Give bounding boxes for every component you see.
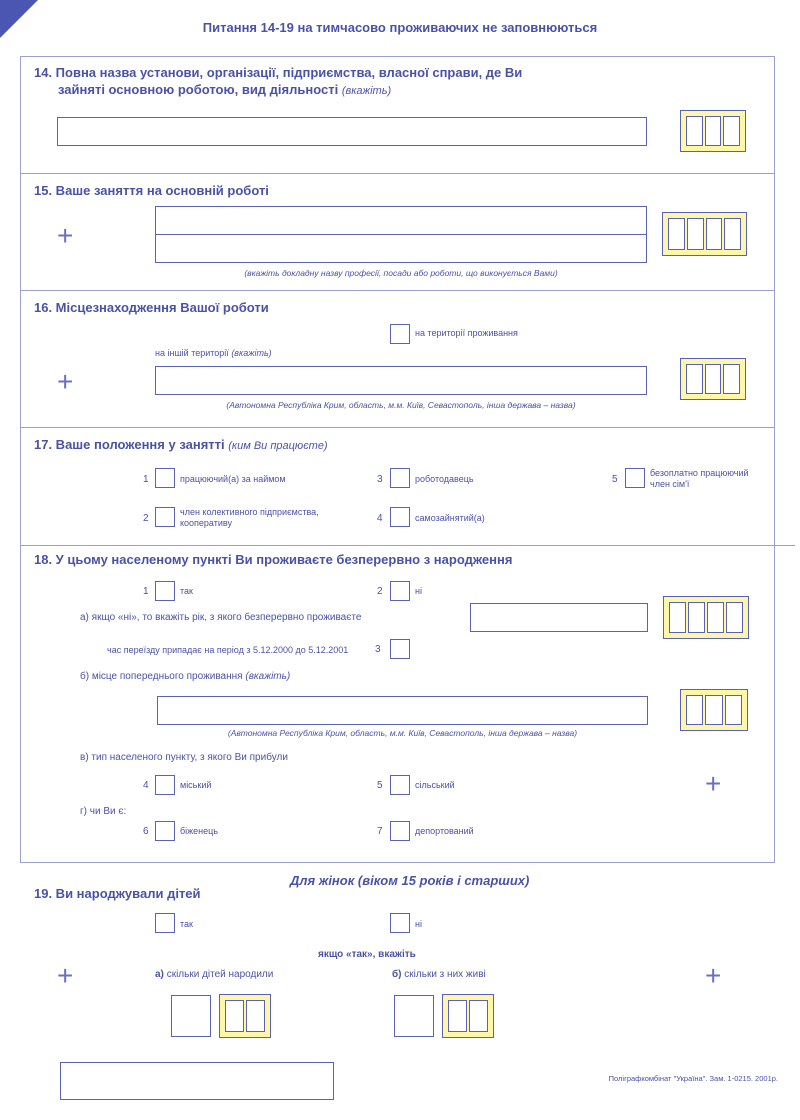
q18g-opt7-number: 7 (377, 826, 383, 837)
q17-opt3-number: 3 (377, 474, 383, 485)
q14-title-line2: зайняті основною роботою, вид діяльності (вкажіть) (58, 82, 392, 97)
q18b-code-boxes[interactable] (680, 689, 748, 731)
q17-title: 17. Ваше положення у занятті (ким Ви працюєте) (34, 437, 328, 452)
registration-cross-icon: + (705, 768, 722, 799)
q19-title: 19. Ви народжували дітей (34, 886, 201, 901)
q19-section-header: Для жінок (віком 15 років і старших) (290, 873, 530, 888)
q19a-label: а) скільки дітей народили (155, 969, 274, 980)
q18v-opt5-label: сільський (415, 780, 455, 790)
q14-input[interactable] (57, 117, 647, 146)
q18-opt2-number: 2 (377, 586, 383, 597)
q16-code-boxes[interactable] (680, 358, 746, 400)
q18g-opt7-label: депортований (415, 826, 474, 836)
form-frame (20, 56, 775, 863)
q18b-label: б) місце попереднього проживання (вкажіть) (80, 671, 291, 682)
registration-cross-icon: + (57, 960, 74, 991)
footer-stamp-box[interactable] (60, 1062, 334, 1100)
q19a-code-boxes[interactable] (219, 994, 271, 1038)
q17-opt1-number: 1 (143, 474, 149, 485)
q18v-opt5-number: 5 (377, 780, 383, 791)
q18-opt2-checkbox[interactable] (390, 581, 410, 601)
page-title: Питання 14-19 на тимчасово проживаючих не заповнюються (202, 20, 598, 35)
q19-yes-label: так (180, 919, 193, 929)
q19b-input[interactable] (394, 995, 434, 1037)
print-info: Поліграфкомбінат "Україна". Зам. 1-0215. 2001р. (608, 1074, 778, 1083)
q18a-sub-label: час переїзду припадає на період з 5.12.2000 до 5.12.2001 (107, 645, 349, 655)
registration-cross-icon: + (57, 220, 74, 251)
q15-title: 15. Ваше заняття на основній роботі (34, 183, 269, 198)
q18b-note: (Автономна Республіка Крим, область, м.м. Київ, Севастополь, інша держава – назва) (227, 728, 578, 738)
q17-opt4-label: самозайнятий(а) (415, 513, 485, 523)
q18v-opt4-label: міський (180, 780, 212, 790)
q16-local-label: на території проживання (415, 328, 518, 338)
q18a-sub-number: 3 (375, 644, 381, 655)
divider (20, 862, 775, 863)
q17-opt3-checkbox[interactable] (390, 468, 410, 488)
q16-title: 16. Місцезнаходження Вашої роботи (34, 300, 269, 315)
q17-opt1-label: працюючий(а) за наймом (180, 474, 286, 484)
q19b-label: б) скільки з них живі (392, 969, 486, 980)
divider (20, 290, 775, 291)
q18-opt1-checkbox[interactable] (155, 581, 175, 601)
q18g-opt6-checkbox[interactable] (155, 821, 175, 841)
registration-cross-icon: + (57, 366, 74, 397)
q14-title-line1: 14. Повна назва установи, організації, підприємства, власної справи, де Ви (34, 65, 523, 80)
q18-opt1-number: 1 (143, 586, 149, 597)
q18a-label: а) якщо «ні», то вкажіть рік, з якого безперервно проживаєте (80, 612, 362, 623)
q18a-year-input[interactable] (470, 603, 648, 632)
q17-opt1-checkbox[interactable] (155, 468, 175, 488)
q18a-code-boxes[interactable] (663, 596, 749, 639)
q18-opt1-label: так (180, 586, 193, 596)
q18v-opt5-checkbox[interactable] (390, 775, 410, 795)
q15-note: (вкажіть докладну назву професії, посади або роботи, що виконується Вами) (244, 268, 558, 278)
q15-input-line1[interactable] (155, 206, 647, 235)
q19a-input[interactable] (171, 995, 211, 1037)
q19-no-checkbox[interactable] (390, 913, 410, 933)
q18-opt2-label: ні (415, 586, 422, 596)
q18g-label: г) чи Ви є: (80, 806, 127, 817)
q19-no-label: ні (415, 919, 422, 929)
registration-cross-icon: + (705, 960, 722, 991)
q18v-opt4-number: 4 (143, 780, 149, 791)
q19-yes-checkbox[interactable] (155, 913, 175, 933)
q16-note: (Автономна Республіка Крим, область, м.м. Київ, Севастополь, інша держава – назва) (226, 400, 576, 410)
divider (20, 545, 795, 546)
q17-opt4-number: 4 (377, 513, 383, 524)
divider (20, 173, 775, 174)
q16-input[interactable] (155, 366, 647, 395)
q17-opt2-number: 2 (143, 513, 149, 524)
q17-opt2-label: член колективного підприємства, кооперативу (180, 507, 319, 528)
q17-opt5-checkbox[interactable] (625, 468, 645, 488)
q15-code-boxes[interactable] (662, 212, 747, 256)
q18g-opt7-checkbox[interactable] (390, 821, 410, 841)
q18g-opt6-number: 6 (143, 826, 149, 837)
q19-if-yes-label: якщо «так», вкажіть (318, 949, 416, 960)
q18a-sub-checkbox[interactable] (390, 639, 410, 659)
q18v-opt4-checkbox[interactable] (155, 775, 175, 795)
divider (20, 427, 775, 428)
q17-opt5-label: безоплатно працюючий член сім'ї (650, 468, 749, 489)
q18b-input[interactable] (157, 696, 648, 725)
q16-other-label: на іншій території (вкажіть) (155, 348, 272, 358)
q18v-label: в) тип населеного пункту, з якого Ви прибули (80, 752, 288, 763)
q14-code-boxes[interactable] (680, 110, 746, 152)
q17-opt5-number: 5 (612, 474, 618, 485)
q18-title: 18. У цьому населеному пункті Ви проживаєте безперервно з народження (34, 552, 513, 567)
q16-local-checkbox[interactable] (390, 324, 410, 344)
q19b-code-boxes[interactable] (442, 994, 494, 1038)
q15-input-line2[interactable] (155, 234, 647, 263)
q17-opt3-label: роботодавець (415, 474, 474, 484)
q17-opt2-checkbox[interactable] (155, 507, 175, 527)
q18g-opt6-label: біженець (180, 826, 218, 836)
q17-opt4-checkbox[interactable] (390, 507, 410, 527)
